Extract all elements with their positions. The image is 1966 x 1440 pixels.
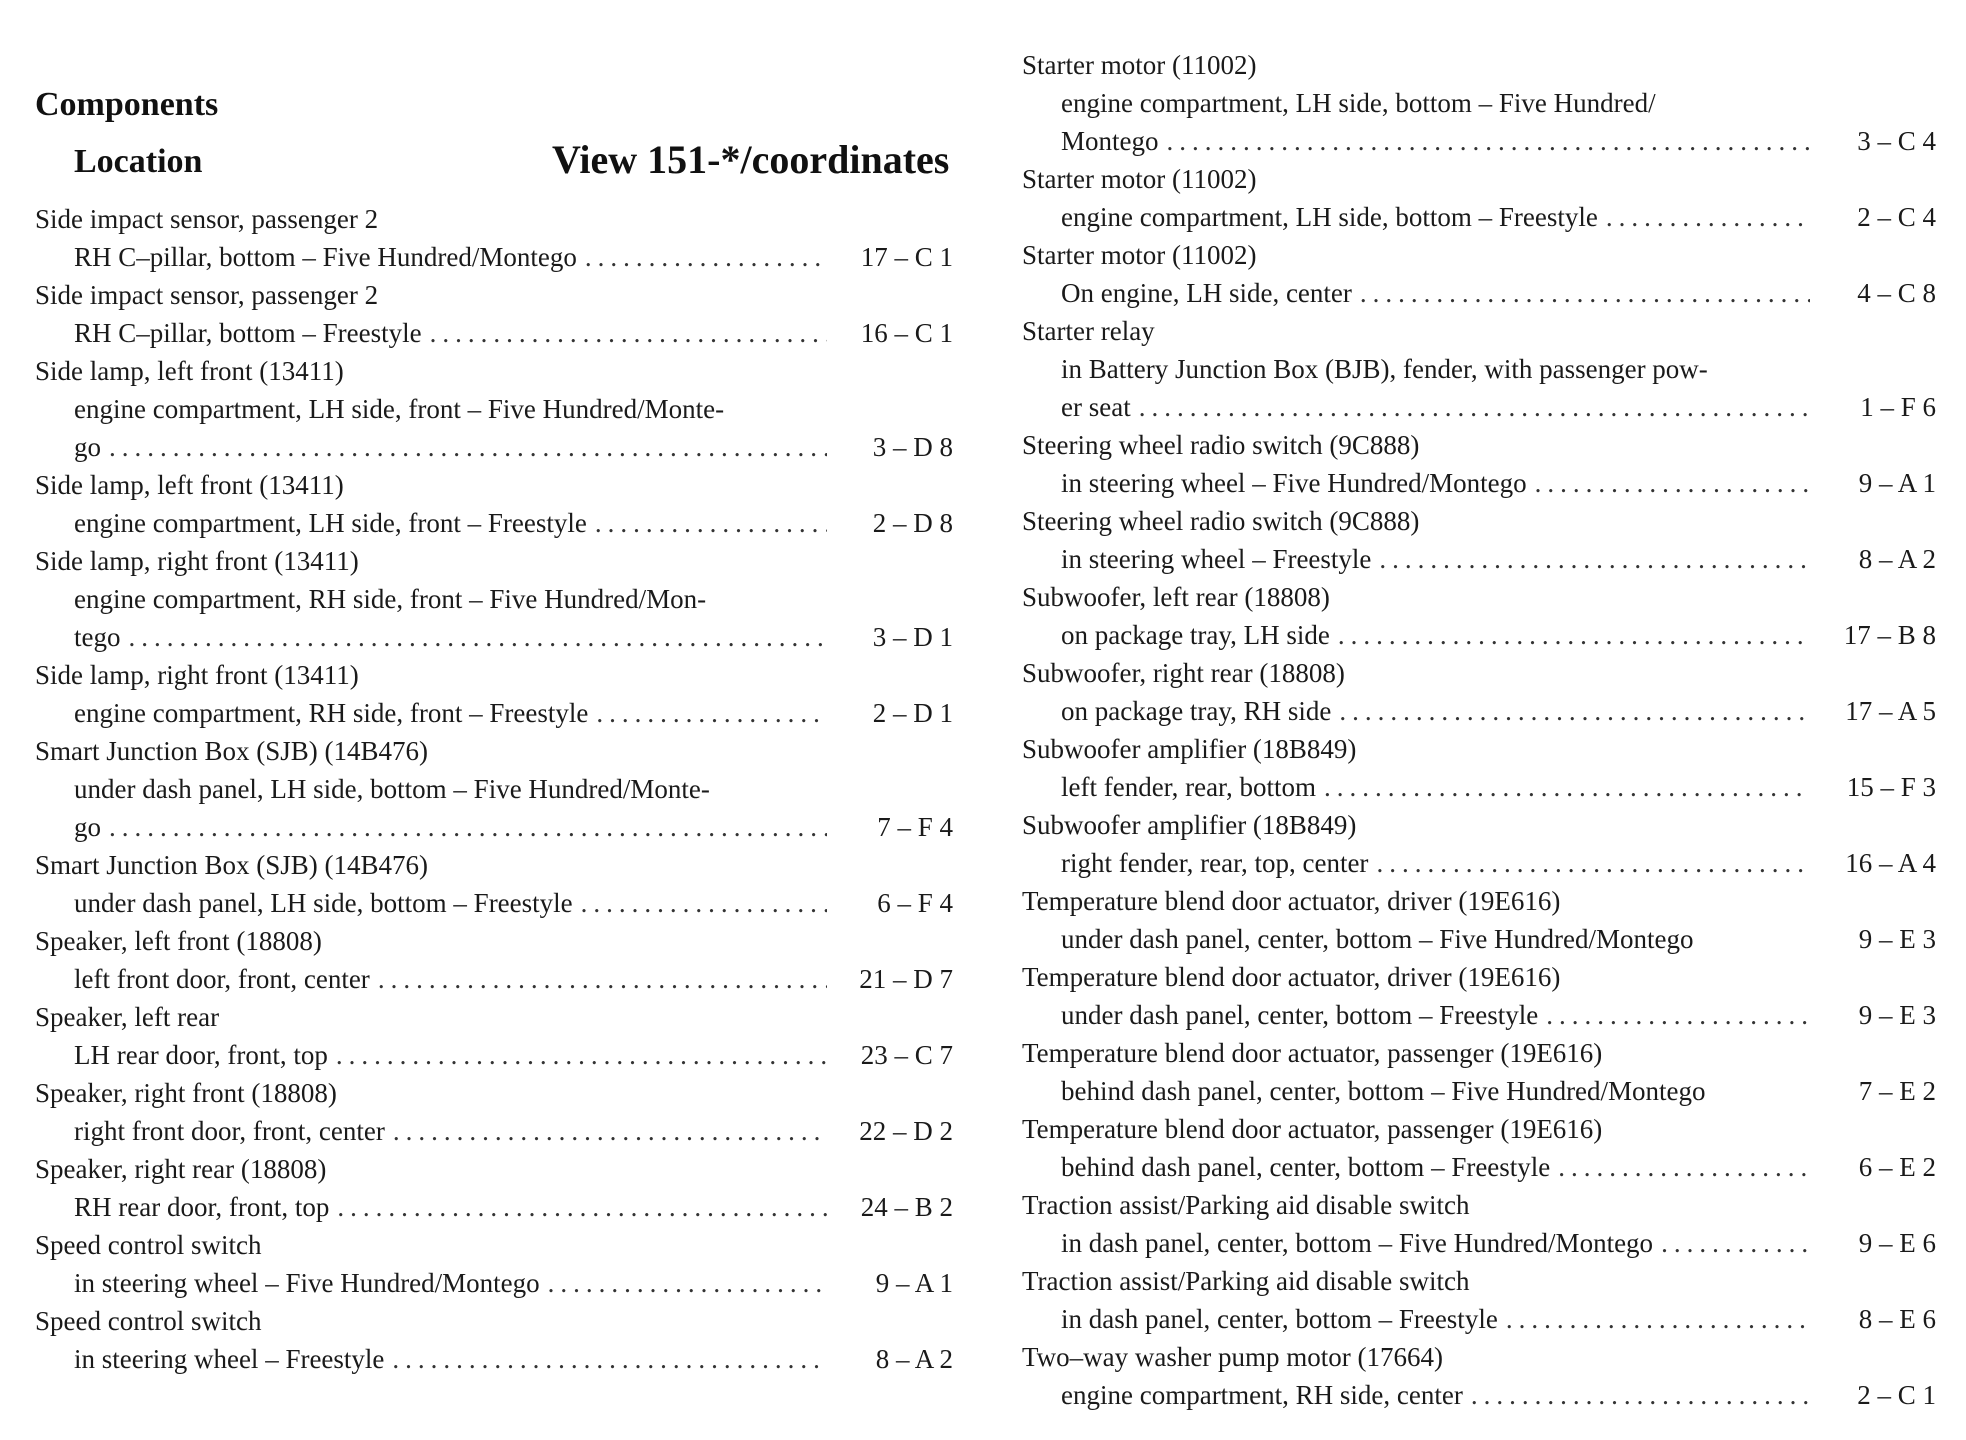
- component-name: Starter motor (11002): [1022, 240, 1257, 270]
- dot-leader: [336, 1036, 827, 1074]
- component-name: Side lamp, left front (13411): [35, 470, 344, 500]
- dot-leader: [430, 314, 827, 352]
- component-name: Subwoofer amplifier (18B849): [1022, 810, 1357, 840]
- component-location: engine compartment, RH side, front – Freestyle: [74, 698, 589, 728]
- dot-leader: [1167, 122, 1811, 160]
- component-entry: [35, 1226, 953, 1302]
- component-location: left fender, rear, bottom: [1061, 772, 1316, 802]
- component-location-continued: engine compartment, LH side, bottom – Five Hundred/: [1061, 88, 1656, 118]
- component-entry: [1022, 806, 1936, 882]
- view-coordinate: 22 – D 2: [859, 1116, 953, 1146]
- view-coordinate: 21 – D 7: [859, 964, 953, 994]
- component-location: in dash panel, center, bottom – Five Hundred/Montego: [1061, 1228, 1654, 1258]
- dot-leader: [337, 1188, 827, 1226]
- component-location: On engine, LH side, center: [1061, 278, 1352, 308]
- component-location-row: [1022, 1224, 1936, 1262]
- component-name: Steering wheel radio switch (9C888): [1022, 430, 1420, 460]
- component-name: Traction assist/Parking aid disable switch: [1022, 1266, 1470, 1296]
- component-name: Side impact sensor, passenger 2: [35, 280, 379, 310]
- component-location-row: [1022, 388, 1936, 426]
- component-location-row: [1022, 464, 1936, 502]
- component-entry: [1022, 1186, 1936, 1262]
- component-name: Speaker, left front (18808): [35, 926, 322, 956]
- component-location: under dash panel, LH side, bottom – Freestyle: [74, 888, 573, 918]
- dot-leader: [109, 808, 827, 846]
- component-entry: [1022, 1034, 1936, 1110]
- component-location-row: [35, 1188, 953, 1226]
- component-entry: [35, 466, 953, 542]
- component-location: tego: [74, 622, 121, 652]
- view-coordinate: 17 – A 5: [1845, 696, 1936, 726]
- component-location-row: [1022, 844, 1936, 882]
- component-entry: [35, 1302, 953, 1378]
- component-location-row: [35, 1264, 953, 1302]
- dot-leader: [1324, 768, 1810, 806]
- dot-leader: [1606, 198, 1810, 236]
- view-coordinate: 9 – A 1: [875, 1268, 953, 1298]
- section-title: Components: [35, 86, 219, 123]
- view-coordinate: 1 – F 6: [1860, 392, 1936, 422]
- component-location-row: [1022, 1148, 1936, 1186]
- view-coordinates-column-header: View 151-*/coordinates: [552, 137, 950, 182]
- component-location: RH rear door, front, top: [74, 1192, 330, 1222]
- dot-leader: [1360, 274, 1810, 312]
- dot-leader: [1338, 616, 1810, 654]
- dot-leader: [1379, 540, 1810, 578]
- component-entry: [35, 732, 953, 846]
- view-coordinate: 9 – E 3: [1858, 1000, 1936, 1030]
- component-location: in steering wheel – Five Hundred/Montego: [74, 1268, 540, 1298]
- component-name: Speaker, right rear (18808): [35, 1154, 327, 1184]
- component-location-row: [1022, 996, 1936, 1034]
- component-entry: [35, 352, 953, 466]
- component-name: Smart Junction Box (SJB) (14B476): [35, 850, 429, 880]
- dot-leader: [392, 1340, 827, 1378]
- component-entry: [1022, 236, 1936, 312]
- component-location: right fender, rear, top, center: [1061, 848, 1369, 878]
- location-column-header: Location: [74, 143, 203, 180]
- dot-leader: [1506, 1300, 1810, 1338]
- dot-leader: [129, 618, 828, 656]
- component-name: Side lamp, right front (13411): [35, 660, 359, 690]
- view-coordinate: 7 – E 2: [1858, 1076, 1936, 1106]
- component-name: Temperature blend door actuator, driver (19E616): [1022, 962, 1561, 992]
- component-entry: [35, 542, 953, 656]
- component-name: Temperature blend door actuator, passenger (19E616): [1022, 1114, 1603, 1144]
- component-location: go: [74, 812, 101, 842]
- component-name: Subwoofer, right rear (18808): [1022, 658, 1345, 688]
- dot-leader: [1339, 692, 1810, 730]
- component-entry: [1022, 958, 1936, 1034]
- component-name: Speed control switch: [35, 1230, 262, 1260]
- dot-leader: [1471, 1376, 1810, 1414]
- component-location: right front door, front, center: [74, 1116, 385, 1146]
- component-location-row: [35, 314, 953, 352]
- component-location-row: [1022, 122, 1936, 160]
- component-location-row: [1022, 1300, 1936, 1338]
- component-location: on package tray, RH side: [1061, 696, 1332, 726]
- view-coordinate: 7 – F 4: [877, 812, 953, 842]
- component-entry: [35, 998, 953, 1074]
- component-location: engine compartment, LH side, bottom – Freestyle: [1061, 202, 1598, 232]
- component-location-row: [35, 238, 953, 276]
- component-location-row: [1022, 692, 1936, 730]
- component-entry: [1022, 578, 1936, 654]
- dot-leader: [393, 1112, 827, 1150]
- component-location-row: [35, 694, 953, 732]
- view-coordinate: 8 – E 6: [1858, 1304, 1936, 1334]
- dot-leader: [585, 238, 827, 276]
- component-entry: [1022, 1262, 1936, 1338]
- component-location: in steering wheel – Freestyle: [74, 1344, 385, 1374]
- component-location: Montego: [1061, 126, 1159, 156]
- component-location-row: [1022, 1376, 1936, 1414]
- component-location-row: [1022, 616, 1936, 654]
- component-location: behind dash panel, center, bottom – Freestyle: [1061, 1152, 1551, 1182]
- component-location-continued: in Battery Junction Box (BJB), fender, with passenger pow-: [1061, 354, 1708, 384]
- component-location: RH C–pillar, bottom – Five Hundred/Montego: [74, 242, 577, 272]
- component-name: Subwoofer, left rear (18808): [1022, 582, 1330, 612]
- component-location-row: [35, 808, 953, 846]
- view-coordinate: 24 – B 2: [860, 1192, 953, 1222]
- component-location: in steering wheel – Five Hundred/Montego: [1061, 468, 1527, 498]
- component-location: on package tray, LH side: [1061, 620, 1330, 650]
- component-name: Speaker, left rear: [35, 1002, 220, 1032]
- dot-leader: [1535, 464, 1810, 502]
- view-coordinate: 2 – C 1: [1857, 1380, 1936, 1410]
- dot-leader: [109, 428, 827, 466]
- dot-leader: [581, 884, 827, 922]
- view-coordinate: 3 – C 4: [1857, 126, 1936, 156]
- component-location: RH C–pillar, bottom – Freestyle: [74, 318, 422, 348]
- dot-leader: [596, 694, 827, 732]
- component-location: engine compartment, LH side, front – Freestyle: [74, 508, 587, 538]
- component-entry: [1022, 502, 1936, 578]
- view-coordinate: 6 – E 2: [1858, 1152, 1936, 1182]
- component-location-continued: engine compartment, RH side, front – Five Hundred/Mon-: [74, 584, 707, 614]
- component-location-row: [35, 618, 953, 656]
- dot-leader: [378, 960, 827, 998]
- component-name: Temperature blend door actuator, driver (19E616): [1022, 886, 1561, 916]
- component-location: er seat: [1061, 392, 1131, 422]
- component-entry: [1022, 882, 1936, 958]
- view-coordinate: 23 – C 7: [860, 1040, 953, 1070]
- component-name: Starter motor (11002): [1022, 50, 1257, 80]
- component-entry: [1022, 426, 1936, 502]
- component-name: Steering wheel radio switch (9C888): [1022, 506, 1420, 536]
- view-coordinate: 15 – F 3: [1846, 772, 1936, 802]
- component-location-row: [35, 1112, 953, 1150]
- component-entry: [35, 200, 953, 276]
- view-coordinate: 9 – E 6: [1858, 1228, 1936, 1258]
- view-coordinate: 17 – B 8: [1843, 620, 1936, 650]
- component-location: go: [74, 432, 101, 462]
- component-entry: [35, 276, 953, 352]
- view-coordinate: 16 – C 1: [860, 318, 953, 348]
- component-entry: [1022, 1338, 1936, 1414]
- component-name: Speed control switch: [35, 1306, 262, 1336]
- dot-leader: [1558, 1148, 1810, 1186]
- component-location-row: [35, 428, 953, 466]
- component-location-row: [35, 1036, 953, 1074]
- component-location-row: [35, 1340, 953, 1378]
- component-location-row: [35, 504, 953, 542]
- component-entry: [1022, 1110, 1936, 1186]
- component-name: Traction assist/Parking aid disable switch: [1022, 1190, 1470, 1220]
- component-entry: [35, 656, 953, 732]
- view-coordinate: 8 – A 2: [1858, 544, 1936, 574]
- view-coordinate: 3 – D 8: [872, 432, 953, 462]
- component-entry: [35, 846, 953, 922]
- component-name: Starter motor (11002): [1022, 164, 1257, 194]
- component-entry: [1022, 46, 1936, 160]
- component-entry: [1022, 160, 1936, 236]
- component-location-row: [1022, 1072, 1936, 1110]
- component-name: Two–way washer pump motor (17664): [1022, 1342, 1444, 1372]
- view-coordinate: 16 – A 4: [1845, 848, 1936, 878]
- view-coordinate: 17 – C 1: [860, 242, 953, 272]
- component-location-row: [1022, 274, 1936, 312]
- component-location: in dash panel, center, bottom – Freestyle: [1061, 1304, 1498, 1334]
- view-coordinate: 2 – D 1: [872, 698, 953, 728]
- view-coordinate: 4 – C 8: [1857, 278, 1936, 308]
- component-location-row: [35, 960, 953, 998]
- component-location: under dash panel, center, bottom – Freestyle: [1061, 1000, 1539, 1030]
- component-location-row: [1022, 920, 1936, 958]
- component-name: Smart Junction Box (SJB) (14B476): [35, 736, 429, 766]
- component-location: engine compartment, RH side, center: [1061, 1380, 1463, 1410]
- component-name: Subwoofer amplifier (18B849): [1022, 734, 1357, 764]
- component-location-continued: under dash panel, LH side, bottom – Five Hundred/Monte-: [74, 774, 710, 804]
- view-coordinate: 9 – A 1: [1858, 468, 1936, 498]
- component-entry: [35, 1150, 953, 1226]
- component-entry: [35, 922, 953, 998]
- component-name: Side lamp, left front (13411): [35, 356, 344, 386]
- dot-leader: [595, 504, 827, 542]
- component-location-row: [1022, 540, 1936, 578]
- component-entry: [35, 1074, 953, 1150]
- view-coordinate: 2 – D 8: [872, 508, 953, 538]
- component-location-continued: engine compartment, LH side, front – Five Hundred/Monte-: [74, 394, 725, 424]
- component-location: in steering wheel – Freestyle: [1061, 544, 1372, 574]
- component-location-row: [35, 884, 953, 922]
- component-entry: [1022, 312, 1936, 426]
- component-entry: [1022, 730, 1936, 806]
- dot-leader: [1546, 996, 1810, 1034]
- component-name: Temperature blend door actuator, passenger (19E616): [1022, 1038, 1603, 1068]
- view-coordinate: 8 – A 2: [875, 1344, 953, 1374]
- component-location-row: [1022, 198, 1936, 236]
- component-location: under dash panel, center, bottom – Five Hundred/Montego: [1061, 924, 1694, 954]
- component-name: Speaker, right front (18808): [35, 1078, 337, 1108]
- view-coordinate: 9 – E 3: [1858, 924, 1936, 954]
- view-coordinate: 3 – D 1: [872, 622, 953, 652]
- dot-leader: [548, 1264, 827, 1302]
- dot-leader: [1139, 388, 1810, 426]
- component-name: Starter relay: [1022, 316, 1155, 346]
- view-coordinate: 6 – F 4: [877, 888, 953, 918]
- dot-leader: [1661, 1224, 1810, 1262]
- component-location: left front door, front, center: [74, 964, 370, 994]
- dot-leader: [1376, 844, 1810, 882]
- component-location: LH rear door, front, top: [74, 1040, 328, 1070]
- component-name: Side lamp, right front (13411): [35, 546, 359, 576]
- component-name: Side impact sensor, passenger 2: [35, 204, 379, 234]
- component-location-row: [1022, 768, 1936, 806]
- component-location: behind dash panel, center, bottom – Five Hundred/Montego: [1061, 1076, 1706, 1106]
- view-coordinate: 2 – C 4: [1857, 202, 1936, 232]
- component-entry: [1022, 654, 1936, 730]
